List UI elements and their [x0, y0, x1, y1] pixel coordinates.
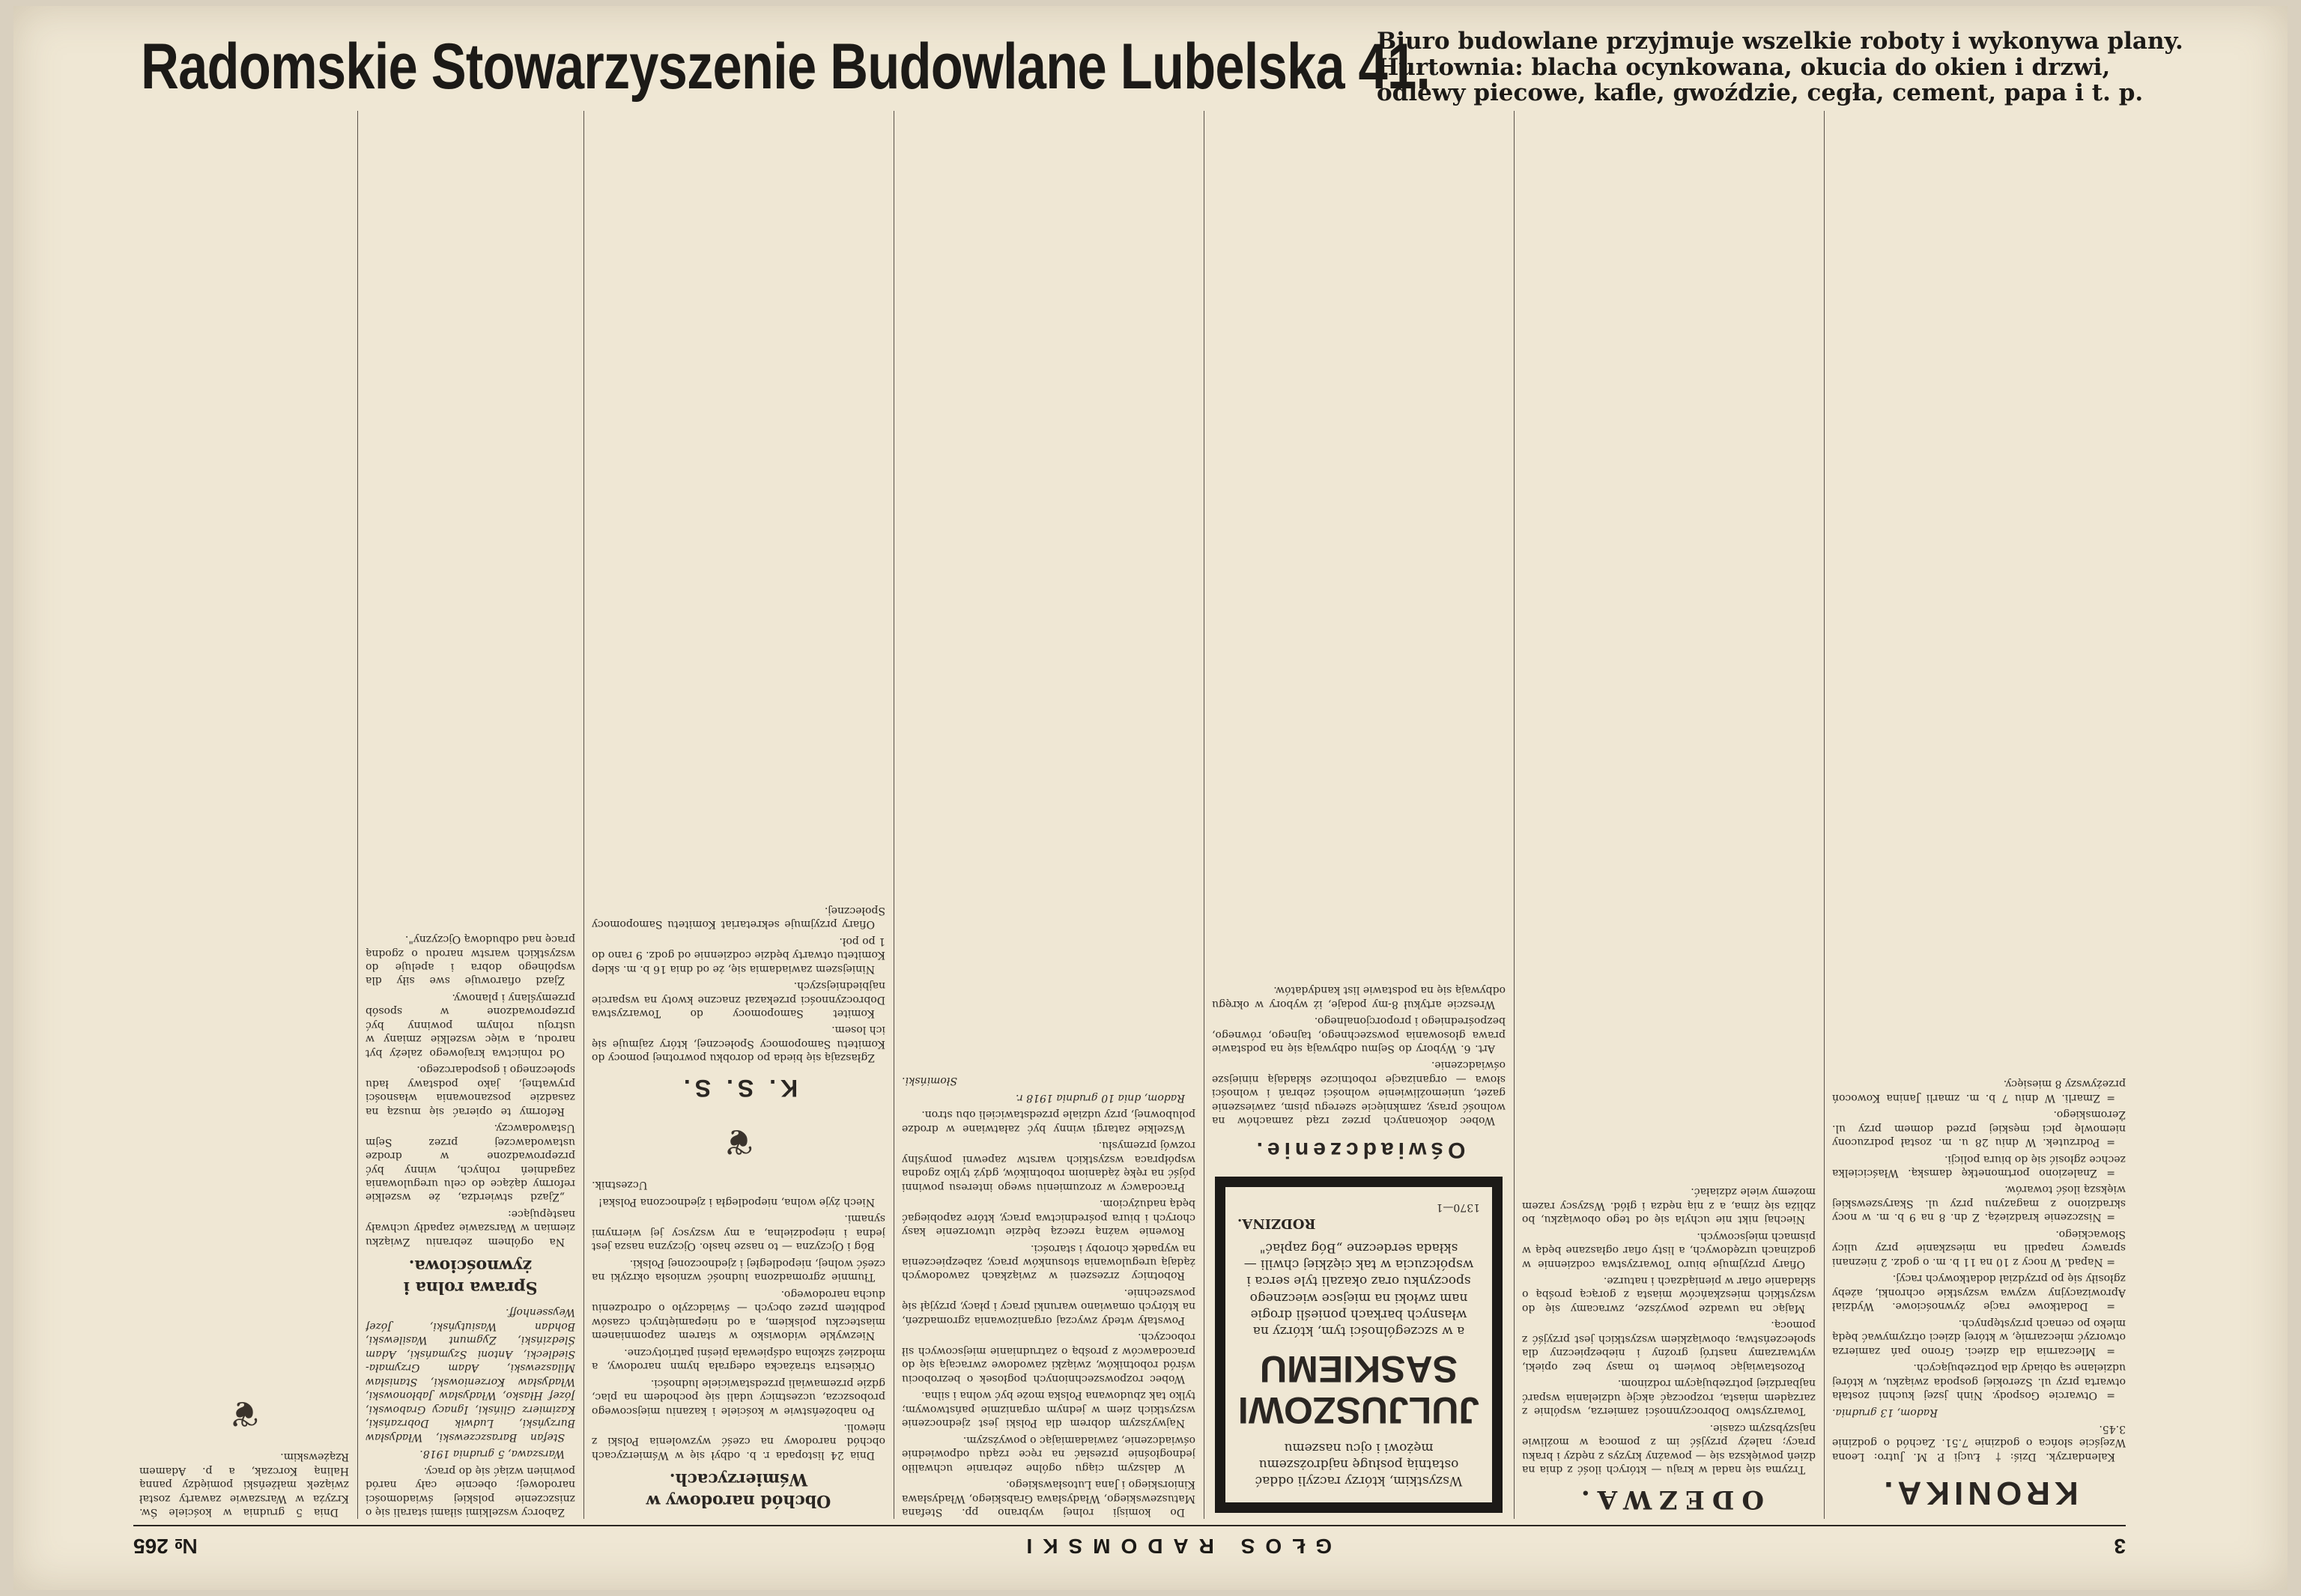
notice-paragraph: Dnia 5 grudnia w kościele Św. Krzyża w Warszawie zawarty został związek małżeński pomiędzy panną Haliną Korczak, a p. Adamem Rzążewskim.: [139, 1451, 349, 1518]
odpowiedz-paragraph: Powstały wtedy zwyczaj organizowania zgromadzeń, na których omawiano warunki pracy i płacy, przyjął się powszechnie.: [902, 1286, 1195, 1326]
newspaper-page: [13, 6, 2288, 1590]
column-kronika: [1832, 111, 2126, 1519]
column-rule: [583, 111, 584, 1519]
kss-paragraph: Niniejszem zawiadamia się, że od dnia 16 b. m. sklep Komitetu otwarty będzie codziennie od godz. 9 rano do 1 po poł.: [592, 935, 885, 975]
column-spolecznosc: [366, 111, 575, 1519]
kronika-paragraph: = Zmarli. W dniu 7 b. m. zmarli Janina Kowocoń przeżywszy 8 miesięcy.: [1832, 1078, 2126, 1104]
masthead-advertisement: [1377, 28, 2183, 107]
obchod-paragraph: Niech żyje wolna, niepodległa i zjednoczona Polska!: [598, 1195, 875, 1208]
kronika-paragraph: = Dodatkowe racje żywnościowe. Wydział Aprowizacyjny wzywa wszystkie ochronki, ażeby zgłosiły się po przydział dodatkowych racyj.: [1832, 1272, 2126, 1313]
rotated-page-body: [133, 133, 2126, 1556]
obituary-reference: 1370—1: [1436, 1201, 1480, 1214]
oswiadczenie-title: Oświadczenie.: [1252, 1137, 1466, 1162]
page-number: 3: [2103, 1535, 2126, 1558]
obituary-name: JULJUSZOWI SASKIEMU: [1237, 1347, 1480, 1431]
kronika-paragraph: = Napad. W nocy z 10 na 11 b. m. o godz. 2 nieznani sprawcy napadli na mieszkanie przy ulicy Słowackiego.: [1832, 1228, 2126, 1268]
sprawa-rolna-paragraph: Zjazd ofiarowuje swe siły dla wspólnego dobra i apeluje do wszystkich warstw narodu o zgodną pracę nad odbudową Ojczyzny".: [366, 933, 575, 987]
oswiadczenie-paragraph: Wobec dokonanych przez rząd zamachów na wolność prasy, zamknięcie szeregu pism, zawieszenie gazet, uniemożliwienie wolności zebrań i wolności słowa — organizacje robotnicze składają niniejsze oświadczenie.: [1212, 1059, 1506, 1127]
oswiadczenie-paragraph: Art. 6. Wybory do Sejmu odbywają się na podstawie prawa głosowania powszechnego, tajnego, równego, bezpośredniego i proporcjonalnego.: [1212, 1015, 1506, 1055]
ad-line: odlewy piecowe, kafle, gwoździe, cegła, cement, papa i t. p.: [1377, 79, 2144, 107]
spolecznosc-paragraph: Zaborcy wszelkimi siłami starali się o zniszczenie polskiej świadomości narodowej; obecnie cały naród powinien wziąć się do pracy.: [366, 1464, 575, 1518]
odpowiedz-paragraph: Pracodawcy w zrozumieniu swego interesu powinni pójść na rękę żądaniom robotników, gdyż tylko zgodna współpraca wszystkich warstw zapewni pomyślny rozwój przemysłu.: [902, 1139, 1195, 1193]
kss-paragraph: Komitet Samopomocy do Towarzystwa Dobroczynności przekazał znaczne kwoty na wsparcie najbiedniejszych.: [592, 980, 885, 1020]
ad-line: Biuro budowlane przyjmuje wszelkie roboty i wykonywa plany.: [1377, 28, 2183, 55]
obituary-lead: Wszystkim, którzy raczyli oddać ostatnią posługę najdroższemu mężowi i ojcu naszemu: [1255, 1439, 1463, 1488]
head-rule: [133, 1525, 2126, 1526]
kronika-title: KRONIKA.: [1879, 1475, 2079, 1511]
oswiadczenie-paragraph: Najwyższym dobrem dla Polski jest zjednoczenie wszystkich ziem w jednym organizmie państwowym; tylko tak zbudowana Polska może być wolna i silna.: [902, 1389, 1195, 1430]
obchod-signature: Uczestnik.: [592, 1179, 648, 1192]
kronika-paragraph: = Mleczarnia dla dzieci. Grono pań zamierza otworzyć mleczarnię, w której dzieci otrzymywać będą mleko po cenach przystępnych.: [1832, 1317, 2126, 1357]
obchod-paragraph: Dnia 24 listopada r. b. odbył się w Wśmierzycach obchód narodowy na cześć wyzwolenia Polski z niewoli.: [592, 1421, 885, 1461]
sprawa-rolna-title: Sprawa rolna i żywnościowa.: [403, 1255, 538, 1297]
ornament-icon: ❦: [723, 1120, 754, 1163]
oswiadczenie-paragraph: W dalszym ciągu ogólne zebranie uchwaliło jednogłośnie przesłać na ręce rządu odpowiednie oświadczenie, zawiadamiając o powyższym.: [902, 1433, 1195, 1474]
column-odezwa: [1522, 111, 1816, 1519]
column-rule: [1824, 111, 1825, 1519]
odpowiedz-paragraph: Rowenie ważną rzeczą będzie utworzenie kasy chorych i biura pośrednictwa pracy, które zapobiegać będą nadużyciom.: [902, 1198, 1195, 1238]
odpowiedz-paragraph: Wszelkie zatargi winny być załatwiane w drodze polubownej, przy udziale przedstawicieli obu stron.: [902, 1108, 1195, 1135]
obchod-paragraph: Tłumnie zgromadzona ludność wzniosła okrzyki na cześć wolnej, niepodległej i zjednoczonej Polski.: [592, 1257, 885, 1284]
column-notice: [139, 111, 349, 1519]
obituary-body: a w szczególności tym, którzy na własnych barkach ponieśli drogie nam zwłoki na miejsce wiecznego spoczynku oraz okazali tyle serca i współczucia w tak ciężkiej chwili — składa serdeczne „Bóg zapłać": [1243, 1240, 1474, 1338]
sprawa-rolna-paragraph: Reformy te opierać się muszą na zasadzie poszanowania własności prywatnej, jako podstawy ładu społecznego i gospodarczego.: [366, 1064, 575, 1117]
masthead-title: Radomskie Stowarzyszenie Budowlane Lubelska 41.: [141, 31, 1431, 103]
sprawa-rolna-paragraph: Od rolnictwa krajowego zależy byt narodu, a więc wszelkie zmiany w ustroju rolnym powinny być przeprowadzone w sposób przemyślany i planowy.: [366, 991, 575, 1059]
odezwa-paragraph: Towarzystwo Dobroczynności zamierza, wspólnie z zarządem miasta, rozpocząć akcję udzielania wsparć najbardziej potrzebującym rodzinom.: [1522, 1377, 1816, 1418]
oswiadczenie-paragraph: Do komisji rolnej wybrano pp. Stefana Matuszewskiego, Władysława Grabskiego, Władysława Kiniorskiego i Jana Lutosławskiego.: [902, 1478, 1195, 1518]
kronika-calendar: Kalendarzyk. Dziś: † Łucji P. M. Jutro: Leona Wzejście słońca o godzinie 7.51. Zachód o godzinie 3.45.: [1832, 1422, 2126, 1463]
odezwa-paragraph: Ofiary przyjmuje biuro Towarzystwa codziennie w godzinach urzędowych, a listy ofiar ogłaszane będą w pismach miejscowych.: [1522, 1230, 1816, 1270]
oswiadczenie-paragraph: Wreszcie artykuł 8-my podaje, iż wybory w okręgu odbywają się na podstawie list kandydatów.: [1212, 984, 1506, 1010]
paper-name: GŁOS RADOMSKI: [1016, 1535, 1332, 1558]
column-obchod: [592, 111, 885, 1519]
odezwa-title: ODEZWA.: [1573, 1484, 1765, 1514]
odezwa-paragraph: Mając na uwadze powyższe, zwracamy się do wszystkich mieszkańców miasta z gorącą prośbą o składanie ofiar w pieniądzach i naturze.: [1522, 1275, 1816, 1314]
kronika-dateline: Radom, 13 grudnia.: [1832, 1406, 1938, 1419]
ad-line: Hurtownia: blacha ocynkowana, okucia do okien i drzwi,: [1377, 53, 2111, 81]
odpowiedz-paragraph: Robotnicy zrzeszeni w związkach zawodowych żądają uregulowania stosunków pracy, zabezpieczenia na wypadek choroby i starości.: [902, 1242, 1195, 1282]
obchod-title: Obchód narodowy w Wśmierzycach.: [646, 1469, 831, 1511]
spolecznosc-signatories: Stefan Baraszczewski, Władysław Burzyński, Ludwik Dobrzański, Kazimierz Gliński, Ignacy Grabowski, Józef Hłasko, Władysław Jabłonowski, Władysław Korzeniowski, Stanisław Milaszewski, Adam Grzymała-Siedlecki, Antoni Szymański, Adam Śledziński, Zygmunt Wasilewski, Bohdan Wasiutyński, Józef Weyssenhoff.: [366, 1306, 575, 1443]
obchod-paragraph: Bóg i Ojczyzna — to nasze hasło. Ojczyzna nasza jest jedna i niepodzielna, a my wszyscy jej wiernymi synami.: [592, 1213, 885, 1253]
obchod-paragraph: Po nabożeństwie w kościele i kazaniu miejscowego proboszcza, uczestnicy udali się pochodem na plac, gdzie przemawiali przedstawiciele ludności.: [592, 1377, 885, 1417]
ornament-icon: ❦: [228, 1392, 260, 1434]
kronika-paragraph: = Znaleziono portmonetkę damską. Właścicielka zechce zgłosić się do biura policji.: [1832, 1153, 2126, 1180]
odpowiedz-paragraph: Wobec rozpowszechnionych pogłosek o bezrobociu wśród robotników, związki zawodowe zwracają się do pracodawców z prośbą o zatrudnianie miejscowych sił roboczych.: [902, 1331, 1195, 1385]
odezwa-paragraph: Trzyma się nadal w kraju — których ilość z dnia na dzień powiększa się — poważny kryzys z nędzy i braku pracy; należy przyjść im z pomocą w możliwie najszybszym czasie.: [1522, 1421, 1816, 1476]
kronika-paragraph: = Niszczenie kradzieżą. Z dn. 8 na 9 b. m. w nocy skradziono z magazynu przy ul. Skaryszewskiej większą ilość towarów.: [1832, 1183, 2126, 1224]
odezwa-paragraph: Pozostawiając bowiem to masy bez opieki, wytwarzamy nastrój groźny i niebezpieczny dla społeczeństwa; obowiązkiem wszystkich jest przyjść z pomocą.: [1522, 1319, 1816, 1373]
column-oswiadczenie-cont: [902, 111, 1195, 1519]
sprawa-rolna-paragraph: „Zjazd stwierdza, że wszelkie reformy dążące do celu uregulowania zagadnień rolnych, winny być przeprowadzone w drodze ustawodawczej przez Sejm Ustawodawczy.: [366, 1122, 575, 1204]
kss-paragraph: Ofiary przyjmuje sekretariat Komitetu Samopomocy Społecznej.: [592, 904, 885, 931]
obituary-signature: RODZINA.: [1237, 1216, 1316, 1232]
column-rule: [357, 111, 358, 1519]
issue-number: № 265: [133, 1535, 198, 1558]
kronika-paragraph: = Otwarcie Gospody. Ninh jszej kuchni została otwarta przy ul. Szerokiej gospoda związku, w której udzielane są obiady dla potrzebujących.: [1832, 1362, 2126, 1402]
obchod-paragraph: Orkiestra strażacka odegrała hymn narodowy, a młodzież szkolna odśpiewała pieśni patriotyczne.: [592, 1346, 885, 1373]
odpowiedz-dateline: Radom, dnia 10 grudnia 1918 r.: [1016, 1091, 1185, 1104]
column-obituary: [1212, 111, 1506, 1519]
kronika-paragraph: = Podrzutek. W dniu 28 u. m. został podrzucony niemowlę płci męskiej przed domem przy ul. Żeromskiego.: [1832, 1108, 2126, 1149]
running-head: [133, 1523, 2126, 1558]
kss-title: K. S. S.: [679, 1074, 798, 1102]
obituary-box: [1215, 1177, 1503, 1513]
spolecznosc-dateline: Warszawa, 5 grudnia 1918.: [419, 1448, 565, 1460]
column-rule: [1514, 111, 1515, 1519]
odezwa-paragraph: Niechaj nikt nie uchyla się od tego obowiązku, bo zbliża się zima, a z nią nędza i głód. Wszyscy razem możemy wiele zdziałać.: [1522, 1186, 1816, 1226]
kss-paragraph: Zgłaszają się bieda po dorobku powrotnej pomocy do Komitetu Samopomocy Społecznej, który zajmuje się ich losem.: [592, 1024, 885, 1064]
sprawa-rolna-paragraph: Na ogólnem zebraniu Związku ziemian w Warszawie zapadły uchwały następujące:: [366, 1207, 575, 1248]
masthead: [141, 28, 2183, 118]
obchod-paragraph: Niezwykle widowisko w starem zapomnianem miasteczku polskiem, a od niepamiętnych czasów podbitem przez obcych — świadczyło o odrodzeniu ducha narodowego.: [592, 1287, 885, 1342]
odpowiedz-signature: Słomiński.: [902, 1075, 957, 1087]
